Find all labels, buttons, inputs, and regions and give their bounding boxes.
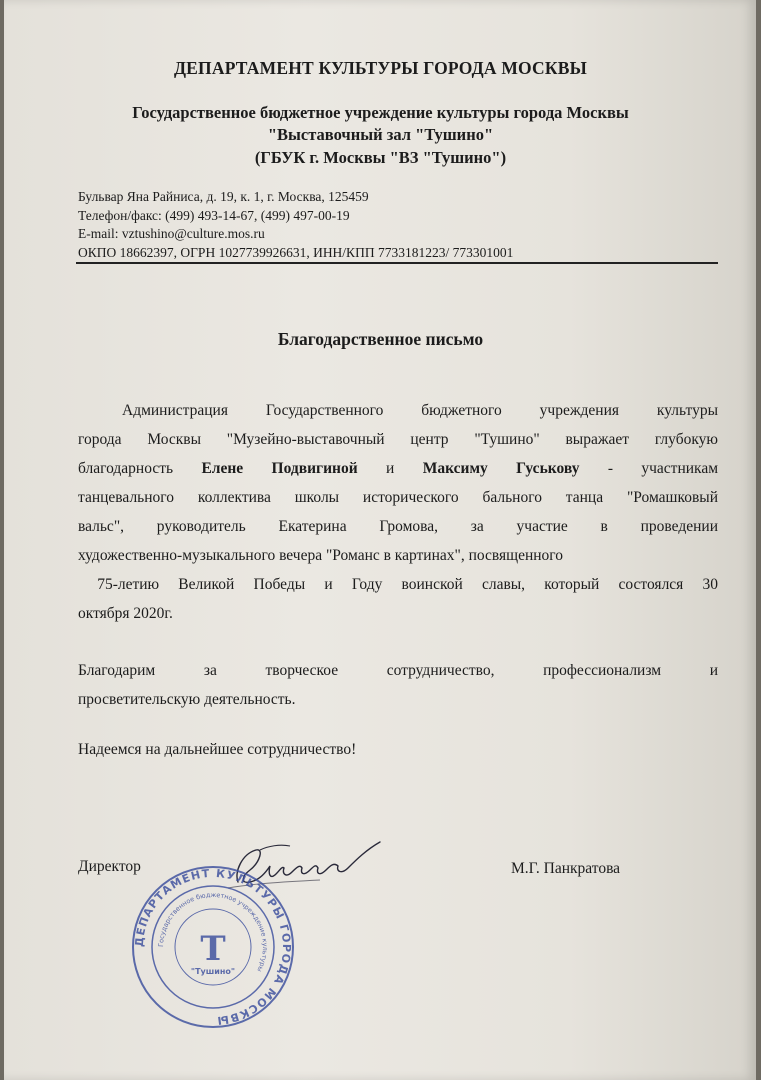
email: E-mail: vztushino@culture.mos.ru <box>78 226 265 241</box>
organization-name-line-1: Государственное бюджетное учреждение культуры города Москвы <box>132 103 629 122</box>
signatory-position: Директор <box>78 858 141 875</box>
contact-block <box>78 188 513 262</box>
recipient-name-1: Елене Подвигиной <box>201 460 358 477</box>
header-divider <box>76 262 718 264</box>
registration-codes: ОКПО 18662397, ОГРН 1027739926631, ИНН/КПП 7733181223/ 773301001 <box>78 244 514 260</box>
paragraph-closing: Надеемся на дальнейшее сотрудничество! <box>78 741 357 758</box>
text-line: города Москвы "Музейно-выставочный центр "Тушино" выражает глубокую <box>78 431 718 448</box>
phone-fax: Телефон/факс: (499) 493-14-67, (499) 497-00-19 <box>78 207 350 223</box>
organization-name-line-3: (ГБУК г. Москвы "ВЗ "Тушино") <box>254 148 507 167</box>
text-line: Благодарим за творческое сотрудничество, профессионализм и <box>78 662 718 679</box>
text-line-with-names <box>78 454 718 483</box>
seal-bottom-text: "Тушино" <box>190 967 236 976</box>
text-fragment: благодарность <box>78 460 174 477</box>
organization-name-line-2: "Выставочный зал "Тушино" <box>267 125 494 144</box>
signatory-name: М.Г. Панкратова <box>511 860 621 877</box>
seal-outer-text: ДЕПАРТАМЕНТ КУЛЬТУРЫ ГОРОДА МОСКВЫ <box>132 866 294 1028</box>
seal-emblem: Т <box>200 929 226 969</box>
text-line: просветительскую деятельность. <box>78 691 296 708</box>
text-fragment: и <box>386 460 395 477</box>
text-line: художественно-музыкального вечера "Романс в картинах", посвященного <box>78 547 564 564</box>
recipient-name-2: Максиму Гуськову <box>422 460 580 477</box>
text-line: октября 2020г. <box>78 605 173 622</box>
text-line: танцевального коллектива школы исторического бального танца "Ромашковый <box>78 489 718 506</box>
official-seal <box>128 862 298 1032</box>
text-line: вальс", руководитель Екатерина Громова, за участие в проведении <box>78 518 718 535</box>
letter-title: Благодарственное письмо <box>277 329 484 349</box>
address: Бульвар Яна Райниса, д. 19, к. 1, г. Москва, 125459 <box>78 189 369 204</box>
paragraph-gratitude <box>78 396 718 628</box>
text-line: 75-летию Великой Победы и Году воинской славы, который состоялся 30 <box>78 576 718 593</box>
seal-inner-text: Государственное бюджетное учреждение культуры <box>156 890 270 974</box>
text-fragment: - участникам <box>607 460 719 477</box>
text-line: Администрация Государственного бюджетного учреждения культуры <box>122 402 718 419</box>
paragraph-thanks <box>78 656 718 714</box>
department-heading: ДЕПАРТАМЕНТ КУЛЬТУРЫ ГОРОДА МОСКВЫ <box>173 58 588 78</box>
